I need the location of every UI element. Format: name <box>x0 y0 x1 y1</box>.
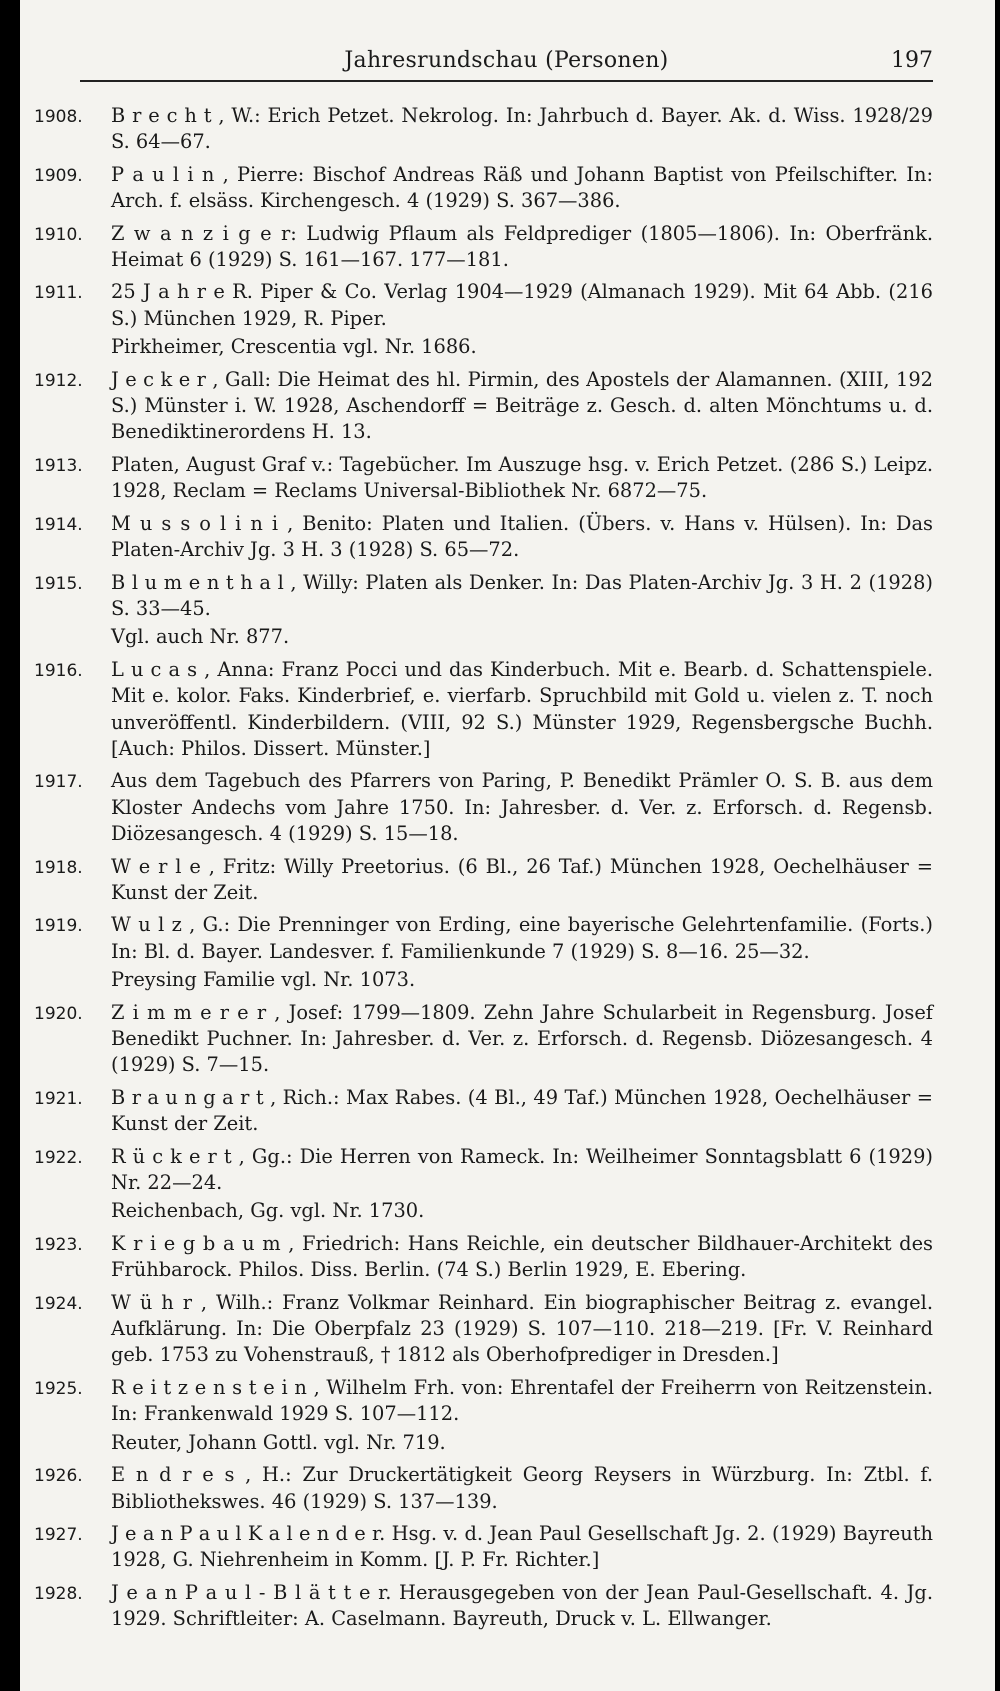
entry-text: W e r l e , Fritz: Willy Preetorius. (6 Bl., 26 Taf.) München 1928, Oechelhäuser = Kunst der Zeit. <box>111 854 933 904</box>
entry-text: 25 J a h r e R. Piper & Co. Verlag 1904—1929 (Almanach 1929). Mit 64 Abb. (216 S.) München 1929, R. Piper. <box>111 280 933 330</box>
entry-text: Z i m m e r e r , Josef: 1799—1809. Zehn Jahre Schularbeit in Regensburg. Josef Benedikt Puchner. In: Jahresber. d. Ver. z. Erforsch. d. Regensb. Diözesangesch. 4 (1929) S. 7—15. <box>111 1000 933 1077</box>
cross-reference: Reuter, Johann Gottl. vgl. Nr. 719. <box>111 1430 446 1454</box>
scanned-page <box>20 0 995 1691</box>
bibliography-entry <box>34 1231 933 1284</box>
bibliography-entry <box>34 768 933 847</box>
bibliography-entry <box>34 367 933 446</box>
entry-number: 1911. <box>34 283 83 304</box>
bibliography-list <box>34 103 933 1639</box>
running-title: Jahresrundschau (Personen) <box>344 48 669 73</box>
bibliography-entry <box>34 103 933 156</box>
entry-text: R e i t z e n s t e i n , Wilhelm Frh. von: Ehrentafel der Freiherrn von Reitzenstein. In: Frankenwald 1929 S. 107—112. <box>111 1375 933 1426</box>
entry-number: 1915. <box>34 573 83 594</box>
cross-reference: Vgl. auch Nr. 877. <box>111 625 290 649</box>
entry-number: 1919. <box>34 916 83 937</box>
entry-number: 1926. <box>34 1466 83 1487</box>
entry-text: W u l z , G.: Die Prenninger von Erding, eine bayerische Gelehrtenfamilie. (Forts.) In: Bl. d. Bayer. Landesver. f. Familienkunde 7 (1929) S. 8—16. 25—32. <box>111 913 933 963</box>
entry-number: 1928. <box>34 1583 83 1604</box>
bibliography-entry <box>34 1462 933 1515</box>
page-number: 197 <box>891 48 933 73</box>
entry-number: 1912. <box>34 370 83 391</box>
entry-number: 1918. <box>34 857 83 878</box>
entry-text: J e c k e r , Gall: Die Heimat des hl. Pirmin, des Apostels der Alamannen. (XIII, 192 S.) Münster i. W. 1928, Aschendorff = Beiträge z. Gesch. d. alten Mönchtums u. d. Benediktinerordens H. 13. <box>111 367 933 444</box>
bibliography-entry <box>34 912 933 965</box>
bibliography-entry <box>34 1144 933 1197</box>
entry-number: 1921. <box>34 1088 83 1109</box>
entry-text: W ü h r , Wilh.: Franz Volkmar Reinhard. Ein biographischer Beitrag z. evangel. Aufklärung. In: Die Oberpfalz 23 (1929) S. 107—110. 218—219. [Fr. V. Reinhard geb. 1753 zu Vohenstrauß, † 1812 als Oberhofprediger in Dresden.] <box>111 1290 933 1367</box>
entry-number: 1914. <box>34 514 83 535</box>
entry-number: 1923. <box>34 1234 83 1255</box>
entry-text: J e a n P a u l - B l ä t t e r. Herausgegeben von der Jean Paul-Gesellschaft. 4. Jg. 1929. Schriftleiter: A. Caselmann. Bayreuth, Druck v. L. Ellwanger. <box>111 1580 933 1631</box>
entry-number: 1909. <box>34 165 83 186</box>
bibliography-entry <box>34 1375 933 1428</box>
entry-number: 1917. <box>34 772 83 793</box>
entry-number: 1925. <box>34 1378 83 1399</box>
entry-text: K r i e g b a u m , Friedrich: Hans Reichle, ein deutscher Bildhauer-Architekt des Frühbarock. Philos. Diss. Berlin. (74 S.) Berlin 1929, E. Ebering. <box>111 1231 933 1282</box>
bibliography-entry <box>34 279 933 332</box>
bibliography-entry <box>34 511 933 564</box>
entry-text: Platen, August Graf v.: Tagebücher. Im Auszuge hsg. v. Erich Petzet. (286 S.) Leipz. 1928, Reclam = Reclams Universal-Bibliothek Nr. 6872—75. <box>111 452 933 503</box>
bibliography-entry <box>34 570 933 623</box>
entry-text: B r a u n g a r t , Rich.: Max Rabes. (4 Bl., 49 Taf.) München 1928, Oechelhäuser = Kunst der Zeit. <box>111 1085 933 1136</box>
cross-reference: Reichenbach, Gg. vgl. Nr. 1730. <box>111 1199 425 1223</box>
bibliography-entry <box>34 1000 933 1079</box>
entry-number: 1916. <box>34 660 83 681</box>
bibliography-entry <box>34 221 933 274</box>
entry-text: Z w a n z i g e r: Ludwig Pflaum als Feldprediger (1805—1806). In: Oberfränk. Heimat 6 (1929) S. 161—167. 177—181. <box>111 221 933 272</box>
entry-text: B r e c h t , W.: Erich Petzet. Nekrolog. In: Jahrbuch d. Bayer. Ak. d. Wiss. 1928/29 S. 64—67. <box>111 104 933 154</box>
entry-number: 1913. <box>34 455 83 476</box>
bibliography-entry <box>34 657 933 763</box>
entry-text: E n d r e s , H.: Zur Druckertätigkeit Georg Reysers in Würzburg. In: Ztbl. f. Bibliothekswes. 46 (1929) S. 137—139. <box>111 1463 933 1513</box>
entry-number: 1922. <box>34 1147 83 1168</box>
bibliography-entry <box>34 854 933 907</box>
entry-text: R ü c k e r t , Gg.: Die Herren von Rameck. In: Weilheimer Sonntagsblatt 6 (1929) Nr. 22—24. <box>111 1144 933 1195</box>
entry-text: L u c a s , Anna: Franz Pocci und das Kinderbuch. Mit e. Bearb. d. Schattenspiele. Mit e. kolor. Faks. Kinderbrief, e. vierfarb. Spruchbild mit Gold u. vielen z. T. noch unveröffentl. Kinderbildern. (VIII, 92 S.) Münster 1929, Regensbergsche Buchh. [Auch: Philos. Dissert. Münster.] <box>111 657 933 760</box>
cross-reference: Pirkheimer, Crescentia vgl. Nr. 1686. <box>111 335 477 359</box>
bibliography-entry <box>34 452 933 505</box>
bibliography-entry <box>34 1290 933 1369</box>
entry-text: P a u l i n , Pierre: Bischof Andreas Räß und Johann Baptist von Pfeilschifter. In: Arch. f. elsäss. Kirchengesch. 4 (1929) S. 367—386. <box>111 162 933 213</box>
entry-number: 1908. <box>34 107 83 127</box>
cross-reference: Preysing Familie vgl. Nr. 1073. <box>111 968 416 992</box>
entry-number: 1910. <box>34 224 83 245</box>
bibliography-entry <box>34 1580 933 1633</box>
entry-text: Aus dem Tagebuch des Pfarrers von Paring, P. Benedikt Prämler O. S. B. aus dem Kloster Andechs vom Jahre 1750. In: Jahresber. d. Ver. z. Erforsch. d. Regensb. Diözesangesch. 4 (1929) S. 15—18. <box>111 769 933 846</box>
bibliography-entry <box>34 1521 933 1574</box>
bibliography-entry <box>34 162 933 215</box>
bibliography-entry <box>34 1085 933 1138</box>
entry-number: 1920. <box>34 1003 83 1024</box>
entry-number: 1924. <box>34 1293 83 1314</box>
entry-text: M u s s o l i n i , Benito: Platen und Italien. (Übers. v. Hans v. Hülsen). In: Das Platen-Archiv Jg. 3 H. 3 (1928) S. 65—72. <box>111 511 933 562</box>
entry-number: 1927. <box>34 1524 83 1545</box>
entry-text: J e a n P a u l K a l e n d e r. Hsg. v. d. Jean Paul Gesellschaft Jg. 2. (1929) Bayreuth 1928, G. Niehrenheim in Komm. [J. P. Fr. Richter.] <box>111 1521 933 1572</box>
entry-text: B l u m e n t h a l , Willy: Platen als Denker. In: Das Platen-Archiv Jg. 3 H. 2 (1928) S. 33—45. <box>111 570 933 620</box>
page-header <box>80 46 933 82</box>
